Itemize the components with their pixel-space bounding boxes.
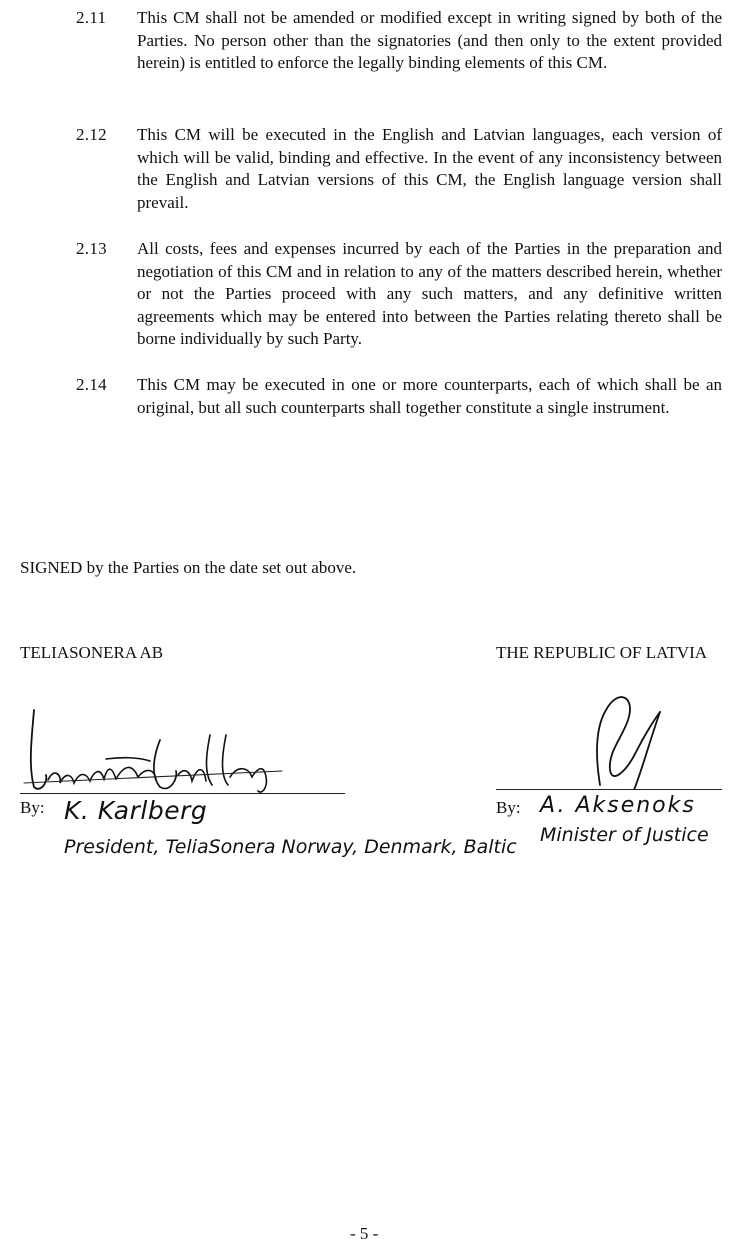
right-signature xyxy=(570,690,700,790)
left-handwritten-title: President, TeliaSonera Norway, Denmark, Baltic xyxy=(64,836,517,858)
left-party-name: TELIASONERA AB xyxy=(20,643,164,662)
clause-text: All costs, fees and expenses incurred by each of the Parties in the preparation and negotiation of this CM and in relation to any of the matters described herein, whether or not the Parties proceed with any such matters, and any definitive written agreements which may be entered into between the Parties relating thereto shall be borne individually by such Party. xyxy=(137,239,722,348)
clause-text: This CM may be executed in one or more counterparts, each of which shall be an original, but all such counterparts shall together constitute a single instrument. xyxy=(137,375,722,417)
left-signature-line xyxy=(20,793,345,794)
clause-text: This CM will be executed in the English and Latvian languages, each version of which will be valid, binding and effective. In the event of any inconsistency between the English and Latvian versions of this CM, the English language version shall prevail. xyxy=(137,125,722,212)
clause-number: 2.14 xyxy=(76,375,107,394)
left-handwritten-name: K. Karlberg xyxy=(64,796,208,825)
right-party-name: THE REPUBLIC OF LATVIA xyxy=(496,643,708,662)
left-signature xyxy=(20,705,290,795)
right-by-label: By: xyxy=(496,798,521,817)
right-handwritten-name: A. Aksenoks xyxy=(540,793,696,818)
right-signature-line xyxy=(496,789,722,790)
left-by-label: By: xyxy=(20,798,45,817)
clause-number: 2.13 xyxy=(76,239,107,258)
clause-text: This CM shall not be amended or modified except in writing signed by both of the Parties. No person other than the signatories (and then only to the extent provided herein) is entitled to enforce the legally binding elements of this CM. xyxy=(137,8,722,72)
right-handwritten-title: Minister of Justice xyxy=(540,824,709,846)
clause-number: 2.11 xyxy=(76,8,107,27)
signed-statement: SIGNED by the Parties on the date set out above. xyxy=(20,558,357,577)
clause-number: 2.12 xyxy=(76,125,107,144)
page-number: - 5 - xyxy=(350,1224,379,1243)
